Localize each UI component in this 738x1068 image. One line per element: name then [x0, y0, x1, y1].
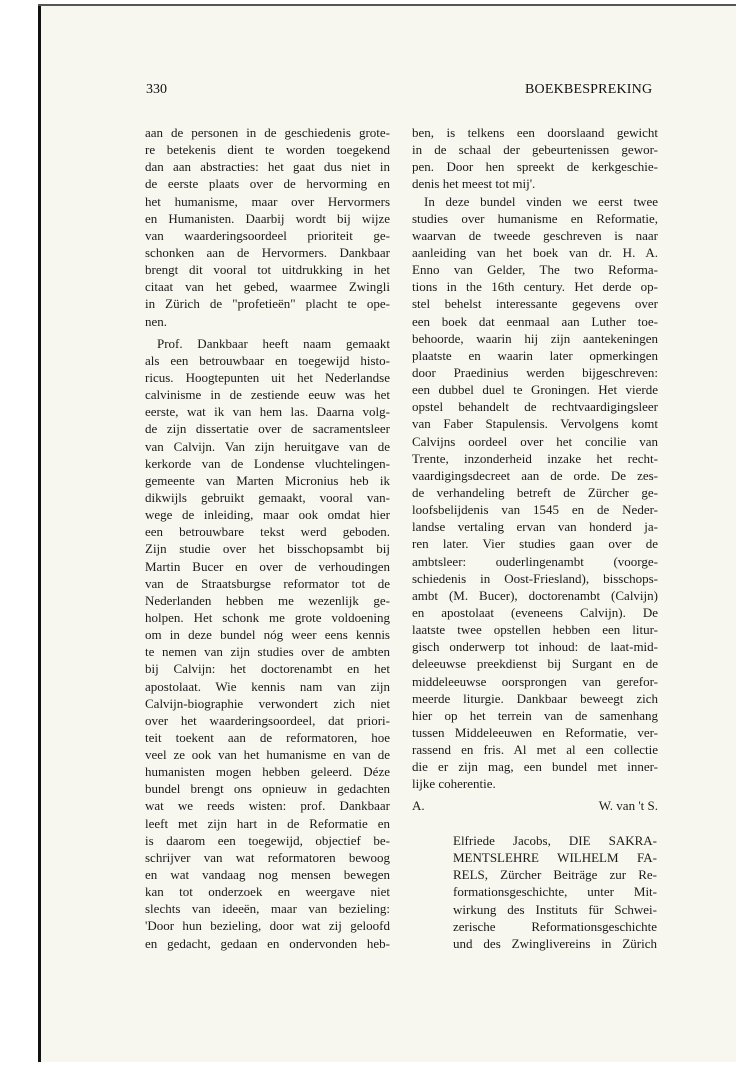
text-line: tions in the 16th century. Het derde op- [412, 279, 658, 295]
text-line: het humanisme, maar over Hervormers [145, 193, 390, 209]
text-line: Elfriede Jacobs, DIE SAKRA- [453, 833, 657, 848]
text-line: en gedacht, gedaan en ondervonden heb- [145, 935, 390, 951]
text-line: van waarderingsoordeel prioriteit ge- [145, 227, 390, 243]
text-line: Trente, inzonderheid inzake het recht- [412, 450, 658, 466]
text-line: dikwijls gebruikt gemaakt, vooral van- [145, 489, 390, 505]
text-line: vaardigingsdecreet aan de orde. De zes- [412, 467, 658, 483]
text-line: die er zijn mag, een bundel met inner- [412, 759, 658, 775]
text-line: en apostolaat (eveneens Calvijn). De [412, 604, 658, 620]
text-line: ren later. Vier studies gaan over de [412, 536, 658, 552]
text-line: plaatste en waarin later opmerkingen [412, 347, 658, 363]
text-line: nen. [145, 313, 168, 329]
text-line: een dubbel duel te Groningen. Het vierde [412, 382, 658, 398]
text-line: holpen. Het schonk me grote voldoening [145, 609, 390, 625]
text-line-italic-title: calvinisme in de zestiende eeuw was het [145, 387, 390, 403]
text-line: studies over humanisme en Reformatie, [412, 210, 658, 226]
text-line: tussen Middeleeuwen en Reformatie, ver- [412, 724, 658, 740]
text-line: de verhandeling betreft de Zürcher ge- [412, 484, 658, 500]
text-line: loofsbelijdenis van 1545 en de Neder- [412, 502, 658, 518]
text-line: waarvan de tweede geschreven is naar [412, 227, 658, 243]
text-line: denis het meest tot mij'. [412, 176, 536, 192]
text-line: rassend en fris. Al met al een collectie [412, 742, 658, 758]
text-line: schiedenis in Oost-Friesland), bisschops- [412, 570, 658, 586]
text-line: hier op het terrein van de samenhang [412, 707, 658, 723]
text-line: kerkorde van de Londense vluchtelingen- [145, 455, 390, 471]
text-line: re betekenis dient te worden toegekend [145, 142, 390, 158]
text-line: lijke coherentie. [412, 776, 496, 792]
text-line: Nederlanden hebben me wezenlijk ge- [145, 592, 390, 608]
text-line: is daarom een toegewijd, objectief be- [145, 832, 390, 848]
text-line: zerische Reformationsgeschichte [453, 918, 657, 934]
text-line: laatste twee opstellen hebben een litur- [412, 622, 658, 638]
text-line: in Zürich de "profetieën" placht te ope- [145, 296, 390, 312]
text-line: een betrouwbare tekst werd geboden. [145, 524, 390, 540]
text-line: Zijn studie over het bisschopsambt bij [145, 541, 390, 557]
text-line: de zijn dissertatie over de sacramentsleer [145, 421, 390, 437]
text-line: Prof. Dankbaar heeft naam gemaakt [157, 335, 390, 351]
signature-initial: A. [412, 798, 425, 814]
text-line: stel behelst interessante gegevens over [412, 296, 658, 312]
text-line: und des Zwinglivereins in Zürich [453, 935, 657, 951]
text-line: van de Straatsburgse reformator tot de [145, 575, 390, 591]
text-line: ben, is telkens een doorslaand gewicht [412, 125, 658, 140]
text-line: formationsgeschichte, unter Mit- [453, 884, 657, 900]
text-line: wat we reeds wisten: prof. Dankbaar [145, 798, 390, 814]
running-title: BOEKBESPREKING [525, 82, 653, 97]
text-line: Enno van Gelder, The two Reforma- [412, 262, 658, 278]
text-line: wege de inleiding, maar ook omdat hier [145, 507, 390, 523]
text-line: In deze bundel vinden we eerst twee [424, 193, 658, 209]
text-line: humanisten mogen hebben geleerd. Déze [145, 764, 390, 780]
text-line: en wat vandaag nog mensen bewegen [145, 867, 390, 883]
text-line: eerste, wat ik van hem las. Daarna volg- [145, 404, 390, 420]
text-line: van Faber Stapulensis. Vervolgens komt [412, 416, 658, 432]
text-line: over het waarderingsoordeel, dat priori- [145, 712, 390, 728]
text-line: kan tot onderzoek en weergave niet [145, 884, 390, 900]
text-line: middeleeuwse oorsprongen van gerefor- [412, 673, 658, 689]
page-edge-shadow [38, 4, 41, 1062]
signature-author: W. van 't S. [598, 798, 658, 814]
text-line: 'Door hun bezieling, door wat zij geloofd [145, 918, 390, 934]
text-line: gemeente van Marten Micronius heb ik [145, 472, 390, 488]
text-line: in de schaal der gebeurtenissen gewor- [412, 142, 658, 158]
text-line: Calvijns oordeel over het concilie van [412, 433, 658, 449]
review-entry-heading [453, 832, 657, 952]
text-line: meerde liturgie. Dankbaar beweegt zich [412, 690, 658, 706]
text-line: wirkung des Instituts für Schwei- [453, 901, 657, 917]
text-line: leeft met zijn hart in de Reformatie en [145, 815, 390, 831]
text-line: de eerste plaats over de hervorming en [145, 176, 390, 192]
text-line: Martin Bucer en over de verhoudingen [145, 558, 390, 574]
text-line: RELS, Zürcher Beiträge zur Re- [453, 867, 657, 883]
text-line: Calvijn-biographie verwondert zich niet [145, 695, 390, 711]
page-top-edge [38, 4, 736, 6]
text-line: landse vertaling ervan van honderd ja- [412, 519, 658, 535]
text-line: MENTSLEHRE WILHELM FA- [453, 850, 657, 866]
text-line: apostolaat. Wie kennis nam van zijn [145, 678, 390, 694]
text-line: van Calvijn. Van zijn heruitgave van de [145, 438, 390, 454]
text-line: dan aan abstracties: het gaat dus niet in [145, 159, 390, 175]
text-line: veel ze ook van het humanisme en van de [145, 747, 390, 763]
text-line: brengt dit vooral tot uitdrukking in het [145, 262, 390, 278]
right-text-column [412, 124, 658, 815]
review-signature [412, 797, 658, 814]
text-line: ambtsleer: ouderlingenambt (voorge- [412, 553, 658, 569]
text-line: opstel behandelt de rechtvaardigingsleer [412, 399, 658, 415]
text-line: en Humanisten. Daarbij wordt bij wijze [145, 210, 390, 226]
text-line: een boek dat eenmaal aan Luther toe- [412, 313, 658, 329]
text-line: citaat van het gebed, waarmee Zwingli [145, 279, 390, 295]
text-line: schonken aan de Hervormers. Dankbaar [145, 244, 390, 260]
text-line: bundel brengt ons opnieuw in gedachten [145, 781, 390, 797]
text-line: aan de personen in de geschiedenis grote- [145, 125, 390, 140]
text-line: aanleiding van het boek van dr. H. A. [412, 244, 658, 260]
text-line: om in deze bundel nóg weer eens kennis [145, 627, 390, 643]
text-line-italic-title: ricus. Hoogtepunten uit het Nederlandse [145, 369, 390, 385]
text-line: teit toekent aan de reformatoren, hoe [145, 729, 390, 745]
text-line: pen. Door hen spreekt de kerkgeschie- [412, 159, 658, 175]
page-number: 330 [146, 82, 167, 97]
text-line: gisch onderwerp tot inhoud: de laat-mid- [412, 639, 658, 655]
text-line: als een betrouwbaar en toegewijd histo- [145, 352, 390, 368]
text-line: door Praedinius werden bijgeschreven: [412, 364, 658, 380]
left-text-column [145, 124, 390, 952]
text-line: slechts van ideeën, maar van bezieling: [145, 901, 390, 917]
text-line: deleeuwse preekdienst bij Surgant en de [412, 656, 658, 672]
text-line: te nemen van zijn studies over de ambten [145, 644, 390, 660]
text-line: ambt (M. Bucer), doctorenambt (Calvijn) [412, 587, 658, 603]
text-line: behoorde, waarin hij zijn aantekeningen [412, 330, 658, 346]
text-line: schrijver van wat reformatoren bewoog [145, 849, 390, 865]
text-line: bij Calvijn: het doctorenambt en het [145, 661, 390, 677]
